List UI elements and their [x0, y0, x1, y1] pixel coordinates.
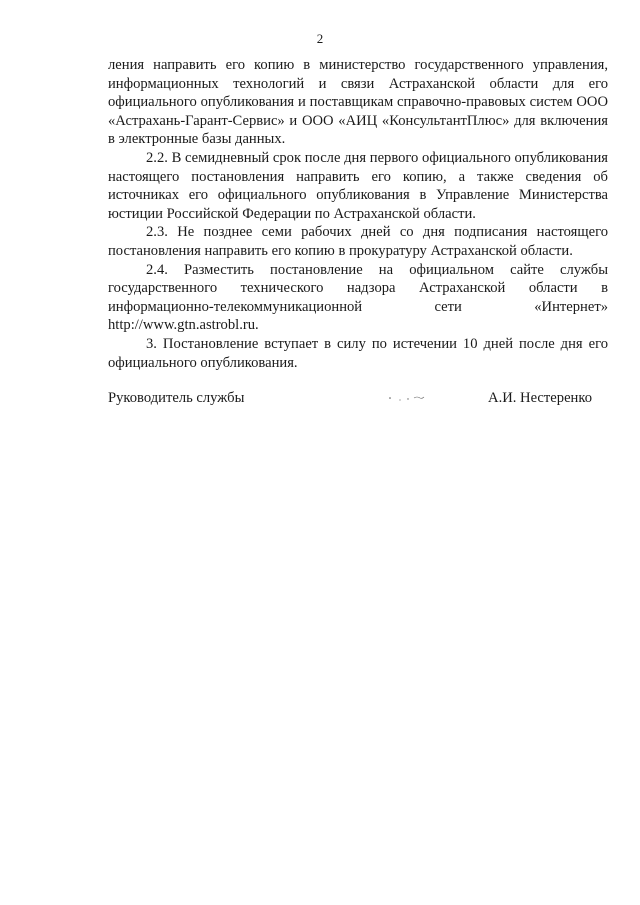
- paragraph-3: 3. Постановление вступает в силу по истечении 10 дней после дня его официального опубликования.: [108, 335, 608, 371]
- paragraph-2-4: 2.4. Разместить постановление на официальном сайте службы государственного технического надзора Астраханской области в информационно-телекоммуникационной сети «Интернет» http://www.gtn.astrobl.ru.: [108, 261, 608, 334]
- paragraph-2-2: 2.2. В семидневный срок после дня первого официального опубликования настоящего постановления направить его копию, а также сведения об источниках его официального опубликования в Управление Министерства юстиции Российской Федерации по Астраханской области.: [108, 149, 608, 222]
- signatory-title: Руководитель службы: [108, 390, 245, 406]
- signatory-name: А.И. Нестеренко: [488, 390, 592, 406]
- page-number: 2: [316, 31, 324, 46]
- paragraph-continuation: ления направить его копию в министерство государственного управления, информационных технологий и связи Астраханской области для его официального опубликования и поставщикам справочно-правовых систем ООО «Астрахань-Гарант-Сервис» и ООО «АИЦ «КонсультантПлюс» для включения в электронные базы данных.: [108, 57, 608, 148]
- paragraph-2-3: 2.3. Не позднее семи рабочих дней со дня подписания настоящего постановления направить его копию в прокуратуру Астраханской области.: [108, 224, 608, 259]
- document-body: [108, 56, 608, 372]
- signature-mark-icon: [386, 393, 426, 403]
